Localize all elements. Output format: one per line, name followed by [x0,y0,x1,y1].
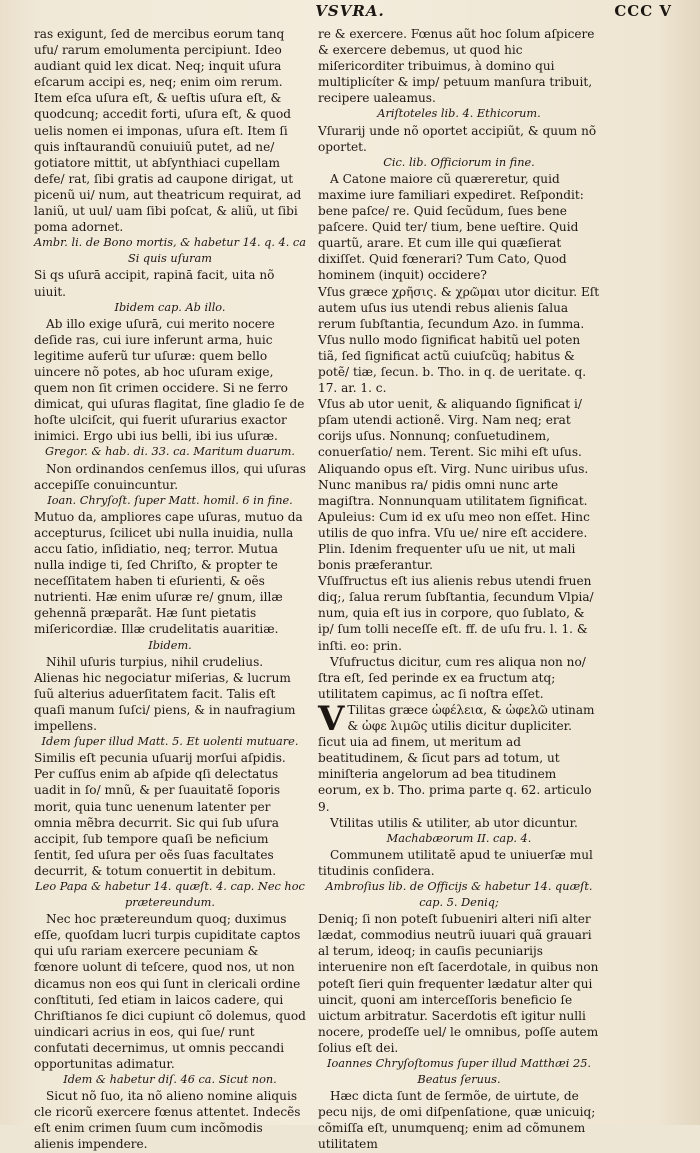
source-citation [34,879,306,911]
paragraph-text: Ambr. li. de Bono mortis, & habetur 14. q. 4. ca Si quis uſuram [34,236,306,266]
source-citation [34,638,306,654]
paragraph-text: Idem ſuper illud Matt. 5. Et uolenti mutuare. [41,735,299,749]
paragraph-text: Cic. lib. Officiorum in fine. [383,155,535,169]
paragraph-text: Idem & habetur diſ. 46 ca. Sicut non. [63,1073,277,1087]
paragraph-text: Deniq; ſi non poteſt ſubueniri alteri niſi alter lædat, commodius neutrũ iuuari quã grauari al terum, ideoq; in cauſis pecuniarijs interuenire non eſt ſacerdotale, in quibus non poteſt ſieri quin frequenter lædatur alter qui uincit, quoni am interceſſoris beneficio ſe uictum arbitratur. Sacerdotis eſt igitur nulli nocere, prodeſſe uel/ le omnibus, poſſe autem ſolius eſt dei. [318,912,599,1055]
paragraph-text: Vſus græce χρῆσις. & χρῶμαι utor dicitur. Eſt autem uſus ius utendi rebus alienis ſalua rerum ſubſtantia, ſecundum Azo. in ſumma. [318,284,600,331]
text-paragraph [318,123,600,155]
paragraph-text: Vſuſfructus eſt ius alienis rebus utendi fruen diq;, ſalua rerum ſubſtantia, ſecundum Vlpia/ num, quia eſt ius in corpore, quo ſublato, & ip/ ſum tolli neceſſe eſt. ff. de uſu fru. l. 1. & inſti. eo: prin. [318,574,594,653]
text-paragraph [318,573,600,653]
source-citation [318,879,600,911]
paragraph-text: Ab illo exige uſurā, cui merito nocere deſide ras, cui iure inferunt arma, huic legitime auferũ tur uſuræ: quem bello uincere nõ potes, ab hoc uſuram exige, quem non ſit crimen occidere. Si ne ferro dimicat, qui uſuras flagitat, ſine gladio ſe de hoſte ulciſcit, qui fuerit uſurarius exactor inimici. Ergo ubi ius belli, ibi ius uſuræ. [34,316,305,444]
text-paragraph [318,654,600,702]
text-paragraph [318,396,600,573]
folio-number: CCC V [614,2,672,20]
paragraph-text: Vſus nullo modo ſignificat habitũ uel poten tiã, ſed ſignificat actũ cuiuſcũq; habitus & potẽ/ tiæ, ſecun. b. Tho. in q. de ueritate. q. 17. ar. 1. c. [318,332,587,396]
paragraph-text: Hæc dicta ſunt de ſermõe, de uirtute, de pecu nijs, de omi diſpenſatione, quæ unicuiq; cõmiſſa eſt, unumquenq; enim ad cõmunem utilitatem [318,1089,596,1152]
source-citation [34,493,306,509]
source-citation [318,831,600,847]
text-paragraph [34,316,306,445]
text-paragraph [34,461,306,493]
paragraph-text: Non ordinandos cenſemus illos, qui uſuras accepiſſe conuincuntur. [34,461,306,492]
paragraph-text: Ibidem. [148,638,192,652]
text-paragraph [34,911,306,1072]
paragraph-text: Si qs uſurā accipit, rapinā facit, uita nõ uiuit. [34,268,275,299]
paragraph-text: Ibidem cap. Ab illo. [114,300,226,314]
source-citation [34,1072,306,1088]
running-title: VSVRA. [315,2,385,20]
paragraph-text: Gregor. & hab. di. 33. ca. Maritum duarum. [44,445,296,459]
paragraph-text: Vſus ab utor uenit, & aliquando ſignificat i/ pſam utendi actionẽ. Virg. Nam neq; erat corijs uſus. Nonnunq; conſuetudinem, conuerſatio/ nem. Terent. Sic mihi eſt uſus. Aliquando opus eſt. Virg. Nunc uiribus uſus. Nunc manibus ra/ pidis omni nunc arte magiſtra. Nonnunquam utilitatem ſignificat. Apuleius: Cum id ex uſu meo non eſſet. Hinc utilis de quo infra. Vſu ue/ nire eſt accidere. Plin. Idenim frequenter uſu ue nit, ut mali bonis præferantur. [318,397,590,573]
paragraph-text: Vſufructus dicitur, cum res aliqua non no/ ſtra eſt, ſed perinde ex ea fructum atq; utilitatem capimus, ac ſi noſtra eſſet. [318,654,586,701]
paragraph-text: Nec hoc prætereundum quoq; duximus eſſe, quoſdam lucri turpis cupiditate captos qui uſu rariam exercere pecuniam & fœnore uolunt di teſcere, quod nos, ut non dicamus non eos qui ſunt in clericali ordine conſtituti, ſed etiam in laicos cadere, qui Chriſtianos ſe dici cupiunt cõ dolemus, quod uindicari acrius in eos, qui ſue/ runt confutati decernimus, ut omnis peccandi opportunitas adimatur. [34,912,306,1071]
paragraph-text: A Catone maiore cũ quæreretur, quid maxime iure familiari expediret. Reſpondit: bene paſce/ re. Quid ſecũdum, ſues bene paſcere. Quid ter/ tium, bene ueſtire. Quid quartũ, arare. Et cum ille qui quæſierat dixiſſet. Quid fœnerari? Tum Cato, Quod hominem (inquit) occidere? [318,171,584,283]
source-citation [34,235,306,267]
left-column [34,26,306,1153]
paragraph-text: Vtilitas utilis & utiliter, ab utor dicuntur. [330,815,578,830]
paragraph-text: Tilitas græce ὠφέλεια, & ὠφελῶ utinam & ὠφε λιμῶς utilis dicitur dupliciter. ſicut uia ad finem, ut meritum ad beatitudinem, & ſicut pars ad totum, ut miniſteria angelorum ad bea titudinem eorum, ex b. Tho. prima parte q. 62. articulo 9. [318,702,595,814]
paragraph-with-initial [318,698,600,815]
paragraph-text: re & exercere. Fœnus aũt hoc ſolum aſpicere & exercere debemus, ut quod hic miſericorditer tribuimus, à domino qui multiplicíter & imp/ petuum manſura tribuit, recipere ualeamus. [318,27,595,106]
paragraph-text: Machabæorum II. cap. 4. [386,831,532,845]
paragraph-text: Ambroſius lib. de Officijs & habetur 14. quæſt. cap. 5. Deniq; [325,879,593,910]
text-paragraph [318,815,600,831]
text-paragraph [318,1088,600,1152]
paragraph-text: Ioan. Chryſoſt. ſuper Matt. homil. 6 in fine. [47,493,293,507]
paragraph-text: Similis eſt pecunia uſuarij morſui aſpidis. Per cuſſus enim ab aſpide qſi delectatus uadit in ſo/ mnũ, & per ſuauitatẽ ſoporis morit, quia tunc uenenum latenter per omnia mẽbra decurrit. Sic qui ſub uſura accipit, ſub tempore quaſi be neficium ſentit, ſed uſura per oẽs ſuas facultates decurrit, & totum conuertit in debitum. [34,751,286,878]
text-paragraph [34,654,306,734]
source-citation [318,106,600,122]
decorated-initial: V [318,698,345,739]
text-paragraph [318,26,600,106]
text-paragraph [34,750,306,879]
paragraph-text: ras exigunt, ſed de mercibus eorum tanq ufu/ rarum emolumenta percipiunt. Ideo audiant quid lex dicat. Neq; inquit uſura eſcarum accipi es, neq; enim oim rerum. Item eſca uſura eſt, & ueſtis uſura eſt, & quodcunq; accedit forti, uſura eſt, & quod uelis nomen ei imponas, uſura eſt. Item ſi quis inſtaurandũ conuiuiũ putet, ad ne/ gotiatore mittit, ut abſynthiaci cupellam defe/ rat, ſibi gratis ad caupone dirigat, ut picenũ ui/ num, aut theatricum requirat, ad laniũ, ut uul/ uam ſibi poſcat, & aliũ, ut ſibi poma adornet. [34,27,302,235]
paragraph-text: Ariſtoteles lib. 4. Ethicorum. [377,107,541,121]
right-column [318,26,600,1153]
text-paragraph [34,1088,306,1152]
paragraph-text: Mutuo da, ampliores cape uſuras, mutuo da accepturus, ſcilicet ubi nulla inuidia, nulla accu ſatio, inſidiatio, neq; terror. Mutua nulla indige ti, ſed Chriſto, & propter te neceſſitatem haben ti eſurienti, & oẽs nutrienti. Hæ enim uſuræ re/ gnum, illæ gehennã præparãt. Hæ ſunt pietatis miſericordiæ. Illæ crudelitatis auaritiæ. [34,509,303,637]
source-citation [34,734,306,750]
text-paragraph [34,267,306,299]
paragraph-text: Vſurarij unde nõ oportet accipiũt, & quum nõ oportet. [318,123,597,154]
source-citation [318,155,600,171]
paragraph-text: Ioannes Chryſoſtomus ſuper illud Matthæi 25. Beatus ſeruus. [327,1057,591,1087]
paragraph-text: Sicut nõ ſuo, ita nõ alieno nomine aliquis cle ricorũ exercere fœnus attentet. Indecẽs eſt enim crimen ſuum cum incõmodis alienis impendere. [34,1089,301,1152]
source-citation [34,300,306,316]
text-paragraph [318,284,600,332]
text-paragraph [318,911,600,1056]
paragraph-text: Communem utilitatẽ apud te uniuerſæ mul titudinis conſidera. [318,847,593,878]
source-citation [34,444,306,460]
text-paragraph [34,509,306,638]
paragraph-text: Leo Papa & habetur 14. quæſt. 4. cap. Nec hoc prætereundum. [35,879,305,910]
text-paragraph [34,26,306,235]
text-paragraph [318,847,600,879]
paragraph-text: Nihil uſuris turpius, nihil crudelius. Alienas hic negociatur miſerias, & lucrum ſuũ alterius aduerſitatem facit. Talis eſt quaſi manum ſuſci/ piens, & in naufragium impellens. [34,654,296,734]
source-citation [318,1056,600,1088]
text-paragraph [318,171,600,284]
text-paragraph [318,332,600,396]
